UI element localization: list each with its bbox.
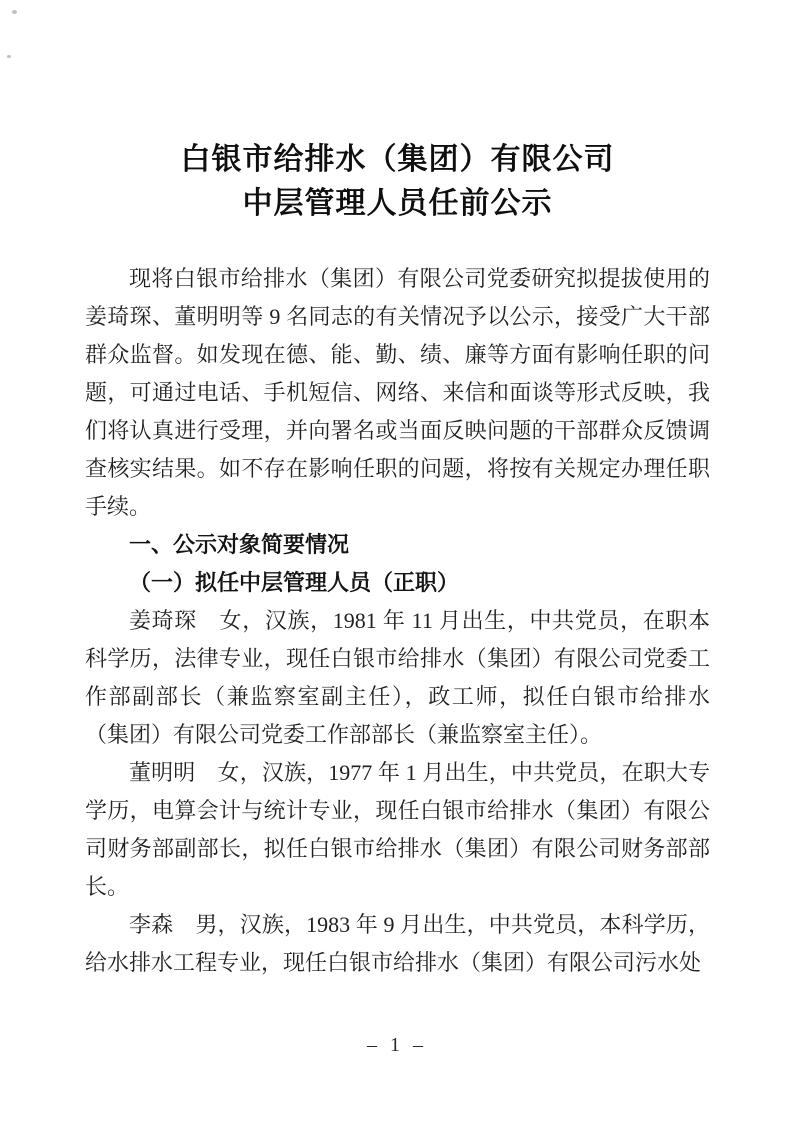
page-number: – 1 –: [367, 1034, 427, 1056]
profile-paragraph-lisen: 李森 男，汉族，1983 年 9 月出生，中共党员，本科学历，给水排水工程专业，现任白银市给排水（集团）有限公司污水处: [85, 912, 710, 975]
section-heading: 一、公示对象简要情况: [129, 532, 350, 557]
document-title-line-1: 白银市给排水（集团）有限公司: [180, 143, 615, 176]
scan-speck: [7, 55, 11, 58]
document-body: [85, 260, 710, 982]
section-subheading: （一）拟任中层管理人员（正职）: [129, 570, 460, 595]
document-title-line-2: 中层管理人员任前公示: [242, 187, 553, 220]
profile-paragraph-jiangqichen: 姜琦琛 女，汉族，1981 年 11 月出生，中共党员，在职本科学历，法律专业，现任白银市给排水（集团）有限公司党委工作部副部长（兼监察室副主任），政工师，拟任白银市给排水（集团）有限公司党委工作部部长（兼监察室主任）。: [85, 608, 710, 747]
document-content: [0, 138, 794, 982]
document-title: [85, 138, 710, 226]
intro-paragraph: 现将白银市给排水（集团）有限公司党委研究拟提拔使用的姜琦琛、董明明等 9 名同志的有关情况予以公示，接受广大干部群众监督。如发现在德、能、勤、绩、廉等方面有影响任职的问题，可通过电话、手机短信、网络、来信和面谈等形式反映，我们将认真进行受理，并向署名或当面反映问题的干部群众反馈调查核实结果。如不存在影响任职的问题，将按有关规定办理任职手续。: [85, 266, 710, 519]
scan-speck: [12, 10, 17, 14]
profile-paragraph-dongmingming: 董明明 女，汉族，1977 年 1 月出生，中共党员，在职大专学历，电算会计与统计专业，现任白银市给排水（集团）有限公司财务部副部长，拟任白银市给排水（集团）有限公司财务部部长。: [85, 760, 710, 899]
